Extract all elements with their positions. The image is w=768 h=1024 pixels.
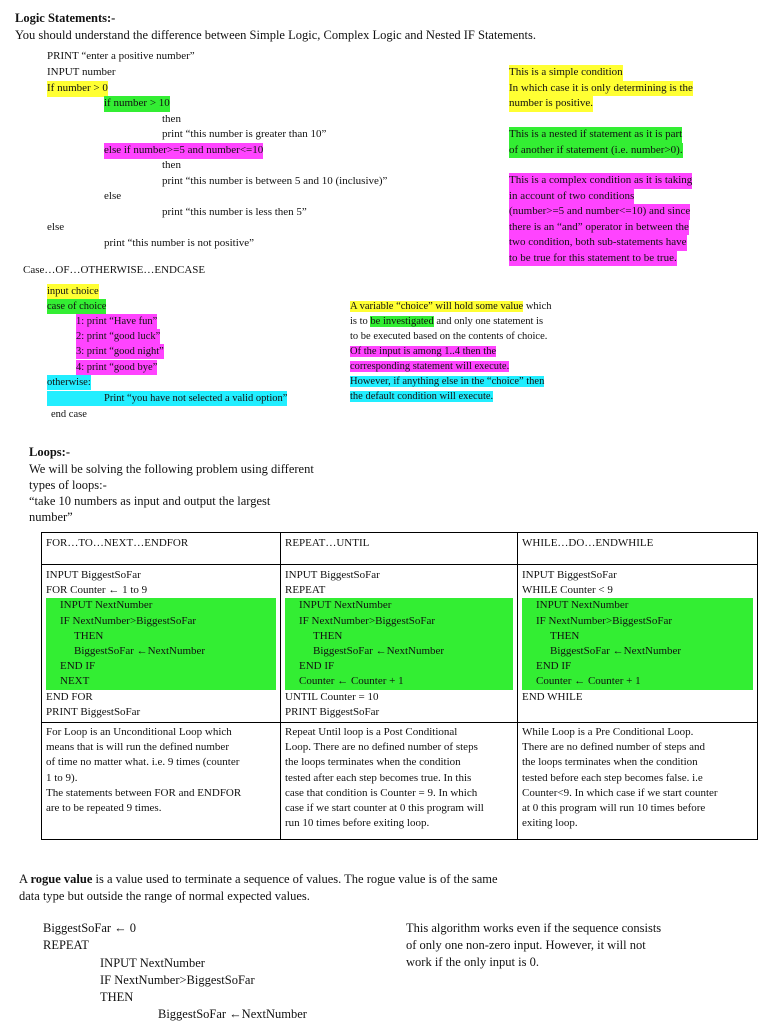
logic-code-line: print “this number is between 5 and 10 (inclusive)” — [162, 175, 388, 187]
logic-code-line: If number > 0 — [47, 81, 108, 97]
code-line: END IF — [46, 659, 276, 674]
while-description — [518, 723, 758, 840]
desc-line: tested after each step becomes true. In this — [285, 771, 472, 784]
note-line: of only one non-zero input. However, it will not — [406, 938, 646, 952]
note-line: to be true for this statement to be true. — [509, 251, 677, 267]
desc-line: 1 to 9). — [46, 771, 78, 784]
rogue-paragraph — [19, 871, 498, 887]
code-line: THEN — [46, 629, 276, 644]
note-line: work if the only input is 0. — [406, 955, 539, 969]
rogue-code-line: BiggestSoFar ← 0 — [43, 921, 137, 935]
rogue-term: rogue value — [30, 872, 93, 886]
note-line: This is a simple condition — [509, 65, 623, 81]
code-line: BiggestSoFar ←NextNumber — [46, 644, 276, 659]
intro-line: “take 10 numbers as input and output the largest — [29, 494, 271, 508]
for-description — [42, 723, 281, 840]
code-line: INPUT NextNumber — [46, 598, 276, 613]
repeat-code — [281, 565, 518, 723]
code-line: UNTIL Counter = 10 — [285, 690, 379, 703]
code-line: PRINT BiggestSoFar — [46, 705, 141, 718]
case-code-line: 4: print “good bye” — [76, 362, 158, 373]
desc-line: are to be repeated 9 times. — [46, 802, 162, 815]
desc-line: While Loop is a Pre Conditional Loop. — [522, 726, 694, 739]
logic-code-line: if number > 10 — [104, 96, 170, 112]
code-line: BiggestSoFar ←NextNumber — [522, 644, 753, 659]
desc-line: run 10 times before exiting loop. — [285, 817, 430, 830]
case-code-line: Print “you have not selected a valid option” — [47, 391, 287, 406]
desc-line: Counter<9. In which case if we start counter — [522, 786, 718, 799]
intro-line: number” — [29, 510, 73, 524]
rogue-code-line: THEN — [100, 990, 134, 1004]
intro-line: types of loops:- — [29, 478, 107, 492]
case-code-line: otherwise: — [47, 377, 91, 388]
rogue-note — [406, 920, 661, 971]
logic-code-line: then — [162, 113, 181, 125]
code-line: FOR Counter ← 1 to 9 — [46, 584, 148, 597]
loops-title: Loops:- — [29, 445, 70, 459]
desc-line: exiting loop. — [522, 817, 578, 830]
code-line: INPUT NextNumber — [285, 598, 513, 613]
rogue-code-line: IF NextNumber>BiggestSoFar — [100, 973, 255, 987]
note-part: Of the input is among 1..4 then the — [350, 346, 497, 357]
note-part: and only one statement is — [433, 316, 544, 327]
logic-title: Logic Statements:- — [15, 11, 116, 25]
code-line: END WHILE — [522, 690, 583, 703]
note-part: is to — [350, 316, 371, 327]
note-line: This is a nested if statement as it is part — [509, 127, 682, 143]
desc-line: case that condition is Counter = 9. In which — [285, 786, 478, 799]
for-code — [42, 565, 281, 723]
header-repeat: REPEAT…UNTIL — [281, 533, 518, 565]
intro-line: We will be solving the following problem using different — [29, 462, 314, 476]
desc-line: Repeat Until loop is a Post Conditional — [285, 726, 458, 739]
note-part: be investigated — [370, 316, 434, 327]
nested-condition-note — [509, 127, 683, 158]
logic-code-line: print “this number is less then 5” — [162, 206, 307, 218]
logic-intro: You should understand the difference between Simple Logic, Complex Logic and Nested IF Statements. — [15, 28, 536, 42]
case-code-line: end case — [51, 409, 87, 420]
desc-line: the loops terminates when the condition — [285, 756, 461, 769]
logic-code-line: else — [47, 221, 65, 233]
rogue-line2: data type but outside the range of normal expected values. — [19, 889, 310, 903]
note-part: the default condition will execute. — [350, 391, 494, 402]
note-line: of another if statement (i.e. number>0). — [509, 143, 683, 159]
desc-line: The statements between FOR and ENDFOR — [46, 786, 242, 799]
case-code-line: 1: print “Have fun” — [76, 316, 158, 327]
code-line: INPUT BiggestSoFar — [46, 569, 141, 581]
code-line: INPUT BiggestSoFar — [522, 569, 617, 581]
note-line: two condition, both sub-statements have — [509, 235, 687, 251]
note-line: there is an “and” operator in between the — [509, 220, 689, 236]
rogue-code-line: INPUT NextNumber — [100, 956, 205, 970]
rogue-prefix: A — [19, 872, 31, 886]
note-line: in account of two conditions — [509, 189, 634, 205]
note-line: This is a complex condition as it is taking — [509, 173, 692, 189]
case-note — [350, 299, 552, 404]
case-code-line: 2: print “good luck” — [76, 331, 161, 342]
desc-line: Loop. There are no defined number of steps — [285, 741, 478, 754]
while-code — [518, 565, 758, 723]
logic-code-line: else if number>=5 and number<=10 — [104, 143, 263, 159]
note-part: corresponding statement will execute. — [350, 361, 510, 372]
note-part: However, if anything else in the “choice” then — [350, 376, 545, 387]
desc-line: case if we start counter at 0 this program will — [285, 802, 484, 815]
rogue-code-line: REPEAT — [43, 938, 89, 952]
code-line: IF NextNumber>BiggestSoFar — [46, 614, 276, 629]
note-line: number is positive. — [509, 96, 593, 112]
case-code-line: case of choice — [47, 301, 107, 312]
code-line: INPUT NextNumber — [522, 598, 753, 613]
note-line: This algorithm works even if the sequence consists — [406, 921, 662, 935]
note-part: which — [523, 301, 552, 312]
code-line: PRINT BiggestSoFar — [285, 705, 380, 718]
logic-code-line: INPUT number — [47, 66, 116, 78]
repeat-description — [281, 723, 518, 840]
desc-line: at 0 this program will run 10 times before — [522, 802, 706, 815]
code-line: REPEAT — [285, 584, 326, 597]
case-code-line: input choice — [47, 286, 99, 297]
case-title: Case…OF…OTHERWISE…ENDCASE — [23, 264, 206, 276]
code-line: Counter ← Counter + 1 — [285, 674, 513, 689]
loops-intro — [29, 461, 314, 525]
header-for: FOR…TO…NEXT…ENDFOR — [42, 533, 281, 565]
code-line: END IF — [522, 659, 753, 674]
complex-condition-note — [509, 173, 692, 266]
simple-condition-note — [509, 65, 693, 112]
desc-line: of time no matter what. i.e. 9 times (counter — [46, 756, 240, 769]
code-line: THEN — [285, 629, 513, 644]
logic-code-line: print “this number is greater than 10” — [162, 128, 327, 140]
logic-code-line: print “this number is not positive” — [104, 237, 255, 249]
desc-line: the loops terminates when the condition — [522, 756, 698, 769]
case-code-line: 3: print “good night” — [76, 346, 164, 357]
desc-line: means that is will run the defined number — [46, 741, 229, 754]
note-line: (number>=5 and number<=10) and since — [509, 204, 690, 220]
code-line: INPUT BiggestSoFar — [285, 569, 380, 581]
code-line: IF NextNumber>BiggestSoFar — [522, 614, 753, 629]
code-line: THEN — [522, 629, 753, 644]
code-line: END FOR — [46, 690, 93, 703]
loops-table — [41, 532, 758, 840]
note-part: to be executed based on the contents of choice. — [350, 331, 548, 342]
note-line: In which case it is only determining is the — [509, 81, 693, 97]
rogue-rest: is a value used to terminate a sequence of values. The rogue value is of the same — [92, 872, 498, 886]
logic-code-line: PRINT “enter a positive number” — [47, 50, 195, 62]
code-line: IF NextNumber>BiggestSoFar — [285, 614, 513, 629]
code-line: NEXT — [46, 674, 276, 689]
code-line: END IF — [285, 659, 513, 674]
desc-line: There are no defined number of steps and — [522, 741, 705, 754]
header-while: WHILE…DO…ENDWHILE — [518, 533, 758, 565]
code-line: Counter ← Counter + 1 — [522, 674, 753, 689]
desc-line: For Loop is an Unconditional Loop which — [46, 726, 232, 739]
logic-code-line: then — [162, 159, 181, 171]
logic-code-line: else — [104, 190, 122, 202]
code-line: WHILE Counter < 9 — [522, 584, 613, 597]
rogue-code-line: BiggestSoFar ←NextNumber — [158, 1007, 307, 1021]
note-part: A variable “choice” will hold some value — [350, 301, 524, 312]
code-line: BiggestSoFar ←NextNumber — [285, 644, 513, 659]
desc-line: tested before each step becomes false. i.e — [522, 771, 703, 784]
